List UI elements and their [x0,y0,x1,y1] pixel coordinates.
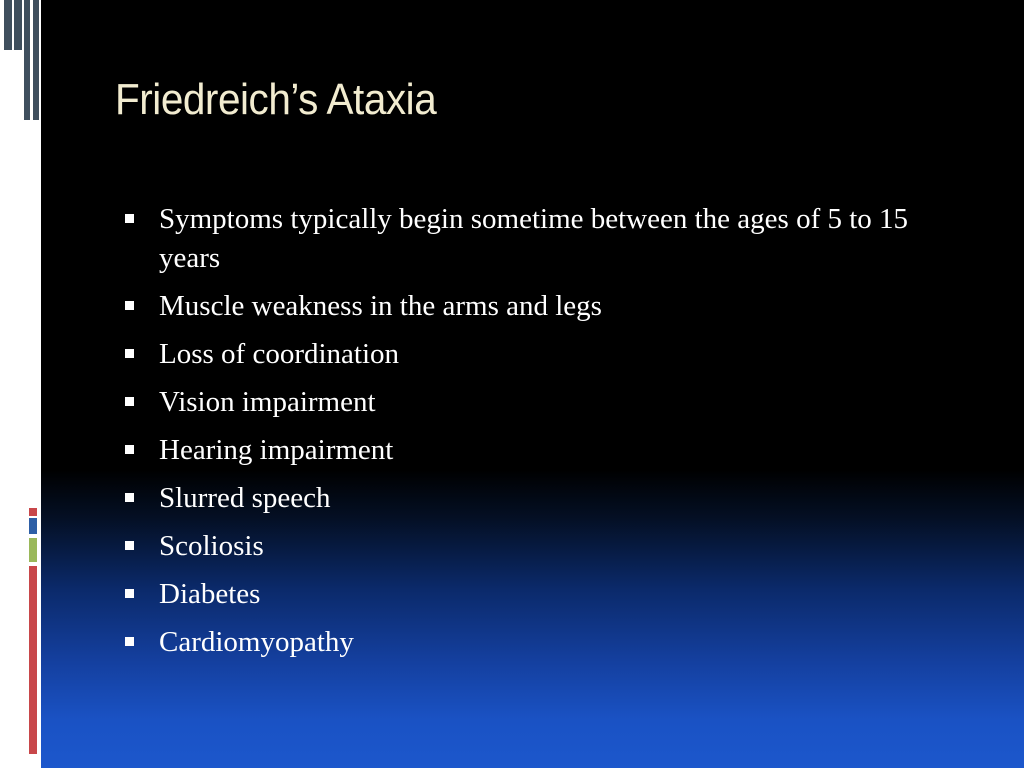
top-stripe-3 [24,0,30,120]
bullet-text: Loss of coordination [159,338,400,370]
accent-stripe-red-top [29,508,37,516]
bullet-text: Muscle weakness in the arms and legs [159,290,602,322]
square-bullet-icon [125,541,134,550]
accent-stripe-blue [29,518,37,534]
bullet-item [122,623,952,662]
square-bullet-icon [125,637,134,646]
accent-stripe-green [29,538,37,562]
bullet-text: Vision impairment [159,386,376,418]
bullet-item [122,479,952,518]
top-stripe-1 [4,0,12,50]
bullet-text: Hearing impairment [159,434,394,466]
bullet-item [122,287,952,326]
bullet-text: Slurred speech [159,482,331,514]
bullet-text: Cardiomyopathy [159,626,354,658]
bullet-item [122,335,952,374]
bullet-item [122,200,952,278]
bullet-text: Diabetes [159,578,261,610]
top-stripe-4 [33,0,39,120]
top-stripe-2 [14,0,22,50]
slide-title: Friedreich’s Ataxia [115,75,437,124]
left-decorative-strip [0,0,41,768]
bullet-text: Symptoms typically begin sometime between the ages of 5 to 15 years [159,203,909,274]
bullet-list [122,200,952,671]
bullet-item [122,383,952,422]
accent-stripe-red [29,566,37,754]
square-bullet-icon [125,589,134,598]
square-bullet-icon [125,397,134,406]
bullet-item [122,431,952,470]
square-bullet-icon [125,445,134,454]
bullet-item [122,575,952,614]
square-bullet-icon [125,301,134,310]
square-bullet-icon [125,214,134,223]
square-bullet-icon [125,349,134,358]
square-bullet-icon [125,493,134,502]
bullet-text: Scoliosis [159,530,264,562]
bullet-item [122,527,952,566]
